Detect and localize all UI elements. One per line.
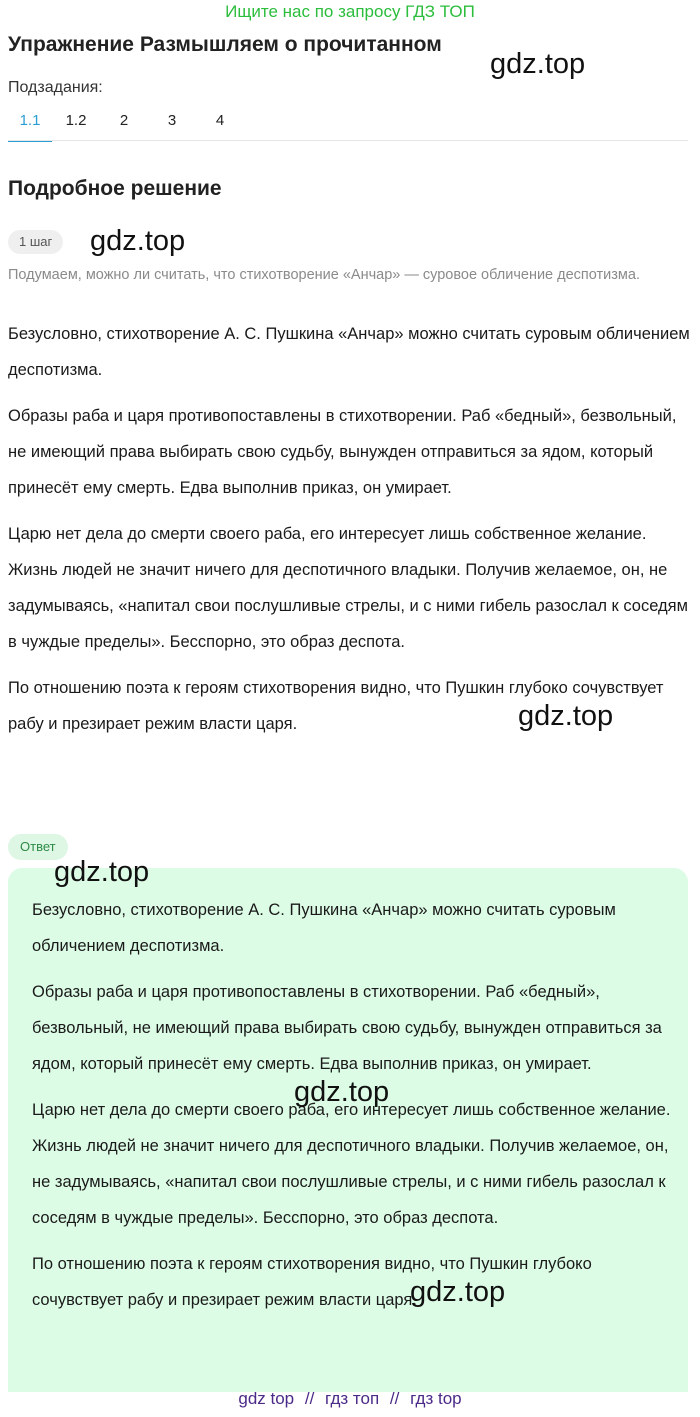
tab-1-2[interactable]: 1.2 xyxy=(65,112,87,129)
answer-paragraph: Образы раба и царя противопоставлены в стихотворении. Раб «бедный», безвольный, не имеющий права выбирать свою судьбу, вынужден отправиться за ядом, который принесёт ему смерть. Едва выполнив приказ, он умирает. xyxy=(32,983,662,1073)
subtask-tabs xyxy=(8,104,244,140)
tab-4[interactable]: 4 xyxy=(215,112,225,129)
watermark: gdz.top xyxy=(410,1276,506,1308)
footer-separator: // xyxy=(304,1389,315,1408)
footer-link[interactable]: gdz top xyxy=(238,1389,295,1408)
exercise-title: Упражнение Размышляем о прочитанном xyxy=(8,33,442,56)
step-badge: 1 шаг xyxy=(8,230,63,254)
answer-badge: Ответ xyxy=(8,834,68,860)
solution-paragraph: По отношению поэта к героям стихотворения видно, что Пушкин глубоко сочувствует рабу и презирает режим власти царя. xyxy=(8,679,664,733)
watermark: gdz.top xyxy=(294,1076,390,1108)
answer-paragraph: По отношению поэта к героям стихотворения видно, что Пушкин глубоко сочувствует рабу и презирает режим власти царя. xyxy=(32,1255,592,1309)
tab-3[interactable]: 3 xyxy=(167,112,177,129)
watermark: gdz.top xyxy=(518,700,614,732)
answer-paragraph: Царю нет дела до смерти своего раба, его интересует лишь собственное желание. Жизнь людей не значит ничего для деспотичного владыки. Получив желаемое, он, не задумываясь, «напитал свои послушливые стрелы, и с ними гибель разослал к соседям в чуждые пределы». Бесспорно, это образ деспота. xyxy=(32,1101,671,1227)
footer-links xyxy=(0,1389,700,1409)
footer-separator: // xyxy=(389,1389,400,1408)
solution-paragraph: Образы раба и царя противопоставлены в стихотворении. Раб «бедный», безвольный, не имеющий права выбирать свою судьбу, вынужден отправиться за ядом, который принесёт ему смерть. Едва выполнив приказ, он умирает. xyxy=(8,407,677,497)
footer-link[interactable]: гдз top xyxy=(410,1389,462,1408)
solution-paragraph: Царю нет дела до смерти своего раба, его интересует лишь собственное желание. Жизнь людей не значит ничего для деспотичного владыки. Получив желаемое, он, не задумываясь, «напитал свои послушливые стрелы, и с ними гибель разослал к соседям в чуждые пределы». Бесспорно, это образ деспота. xyxy=(8,525,688,651)
answer-text xyxy=(32,892,672,1328)
watermark: gdz.top xyxy=(54,856,150,888)
watermark: gdz.top xyxy=(90,225,186,257)
solution-text xyxy=(8,316,692,752)
divider xyxy=(8,140,688,141)
subtasks-label: Подзадания: xyxy=(8,79,103,96)
answer-paragraph: Безусловно, стихотворение А. С. Пушкина «Анчар» можно считать суровым обличением деспотизма. xyxy=(32,901,616,955)
watermark: gdz.top xyxy=(490,48,586,80)
search-banner: Ищите нас по запросу ГДЗ ТОП xyxy=(225,2,475,21)
footer-link[interactable]: гдз топ xyxy=(325,1389,380,1408)
step-hint: Подумаем, можно ли считать, что стихотворение «Анчар» — суровое обличение деспотизма. xyxy=(8,267,640,283)
solution-title: Подробное решение xyxy=(8,177,222,200)
tab-2[interactable]: 2 xyxy=(119,112,129,129)
solution-paragraph: Безусловно, стихотворение А. С. Пушкина «Анчар» можно считать суровым обличением деспотизма. xyxy=(8,325,690,379)
tab-1-1[interactable]: 1.1 xyxy=(8,104,52,142)
